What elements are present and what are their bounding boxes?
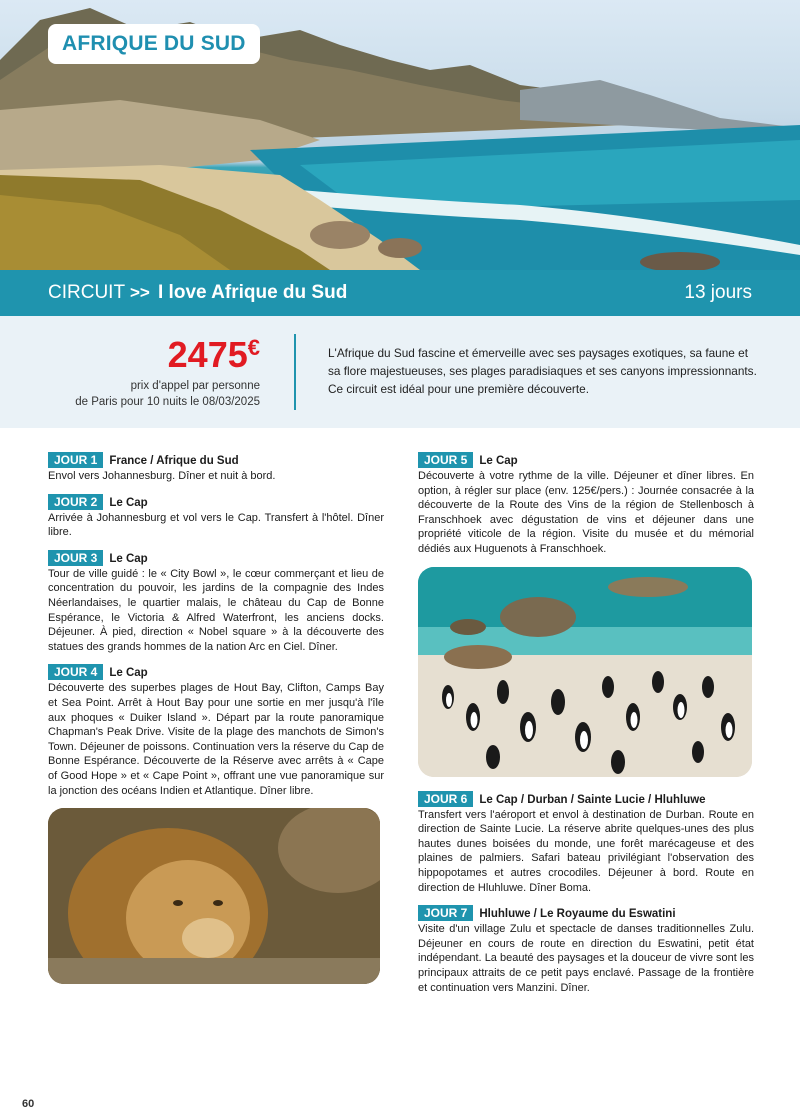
day-5	[418, 452, 754, 557]
day-tag: JOUR 5	[418, 452, 473, 468]
region-badge: AFRIQUE DU SUD	[48, 24, 260, 64]
price-currency: €	[247, 335, 260, 360]
day-text: Découverte des superbes plages de Hout Bay, Clifton, Camps Bay et Sea Point. Arrêt à Hout Bay pour une sortie en mer jusqu'à l'île aux phoques « Duiker Island ». Départ par la route panoramique Chapman's Peak Drive. Visite de la plage des manchots de Simon's Town. Déjeuner de poissons. Continuation vers la réserve du Cap de Bonne Espérance. Découverte de la Réserve avec arrêts à « Cape of Good Hope » et « Cape Point », offrant une vue panoramique sur la jonction des océans Indien et Atlantique. Dîner libre.	[48, 682, 384, 797]
penguins-photo	[418, 567, 752, 777]
circuit-title-band	[0, 270, 800, 316]
day-text: Arrivée à Johannesburg et vol vers le Cap. Transfert à l'hôtel. Dîner libre.	[48, 511, 384, 539]
day-tag: JOUR 7	[418, 905, 473, 921]
trip-duration: 13 jours	[684, 282, 752, 303]
day-7	[418, 905, 754, 995]
day-title: Hluhluwe / Le Royaume du Eswatini	[479, 908, 676, 921]
day-title: Le Cap	[479, 455, 518, 467]
divider	[294, 334, 296, 410]
day-4	[48, 664, 384, 798]
day-title: Le Cap	[109, 667, 148, 680]
price-note-line-2: de Paris pour 10 nuits le 08/03/2025	[75, 396, 260, 408]
price-note-line-1: prix d'appel par personne	[130, 380, 260, 392]
page-number: 60	[22, 1098, 35, 1110]
lion-illustration	[48, 808, 380, 984]
day-tag: JOUR 1	[48, 452, 103, 468]
day-tag: JOUR 2	[48, 494, 103, 510]
day-tag: JOUR 3	[48, 550, 103, 566]
day-tag: JOUR 6	[418, 791, 473, 807]
day-6	[418, 791, 754, 896]
circuit-name: I love Afrique du Sud	[158, 282, 348, 303]
day-text: Visite d'un village Zulu et spectacle de danses traditionnelles Zulu. Déjeuner en cours de route en direction du Eswatini, petit état indépendant. La beauté des paysages et la douceur de vivre sont les principaux attraits de ce petit pays enclavé. Passage de la frontière et continuation vers Manzini. Dîner.	[418, 923, 754, 994]
price-amount: 2475	[167, 334, 248, 375]
day-text: Tour de ville guidé : le « City Bowl », le cœur commerçant et lieu de concentration du pouvoir, les jardins de la compagnie des Indes Néerlandaises, le quartier malais, le château du Cap de Bonne Espérance, le Victoria & Alfred Waterfront, les anciens docks. Déjeuner. À pied, direction « Nobel square » à la découverte des statues des grands hommes de la nation Arc en Ciel. Dîner.	[48, 567, 384, 653]
intro-text: L'Afrique du Sud fascine et émerveille avec ses paysages exotiques, sa faune et sa flore majestueuses, ses plages paradisiaques et ses canyons impressionnants. Ce circuit est idéal pour une première découverte.	[328, 346, 757, 396]
day-3	[48, 550, 384, 655]
day-title: Le Cap / Durban / Sainte Lucie / Hluhluwe	[479, 793, 706, 806]
itinerary-right-column	[418, 452, 754, 1005]
chevron-double-icon: >>	[130, 283, 150, 302]
day-2	[48, 494, 384, 540]
day-title: France / Afrique du Sud	[109, 455, 239, 467]
penguins-illustration	[418, 567, 752, 777]
trip-type: CIRCUIT	[48, 282, 126, 303]
price-note	[30, 378, 260, 410]
price	[168, 334, 260, 376]
day-text: Transfert vers l'aéroport et envol à destination de Durban. Route en direction de Sainte Lucie. La réserve abrite quelques-unes des plus hautes dunes boisées du monde, une forêt marécageuse et des plaines de palmiers. Safari bateau privilégiant l'observation des hippopotames et autres crocodiles. Déjeuner à bord. Route en direction de Hluhluwe. Dîner Boma.	[418, 808, 754, 894]
day-text: Envol vers Johannesburg. Dîner et nuit à bord.	[48, 470, 276, 482]
day-1	[48, 452, 384, 484]
day-title: Le Cap	[109, 552, 148, 565]
day-tag: JOUR 4	[48, 664, 103, 680]
itinerary-left-column	[48, 452, 384, 998]
lion-photo	[48, 808, 380, 984]
day-title: Le Cap	[109, 496, 148, 509]
price-intro-panel	[0, 316, 800, 428]
hero-photo-cape-town	[0, 0, 800, 270]
day-text: Découverte à votre rythme de la ville. Déjeuner et dîner libres. En option, à régler sur place (env. 125€/pers.) : Journée consacrée à la découverte de la Route des Vins de la région de Stellenbosch à Franschhoek avec dégustation de vins et déjeuner dans une propriété viticole de la région. Visite du musée et du mémorial dédiés aux Huguenots à Franschhoek.	[418, 470, 754, 555]
